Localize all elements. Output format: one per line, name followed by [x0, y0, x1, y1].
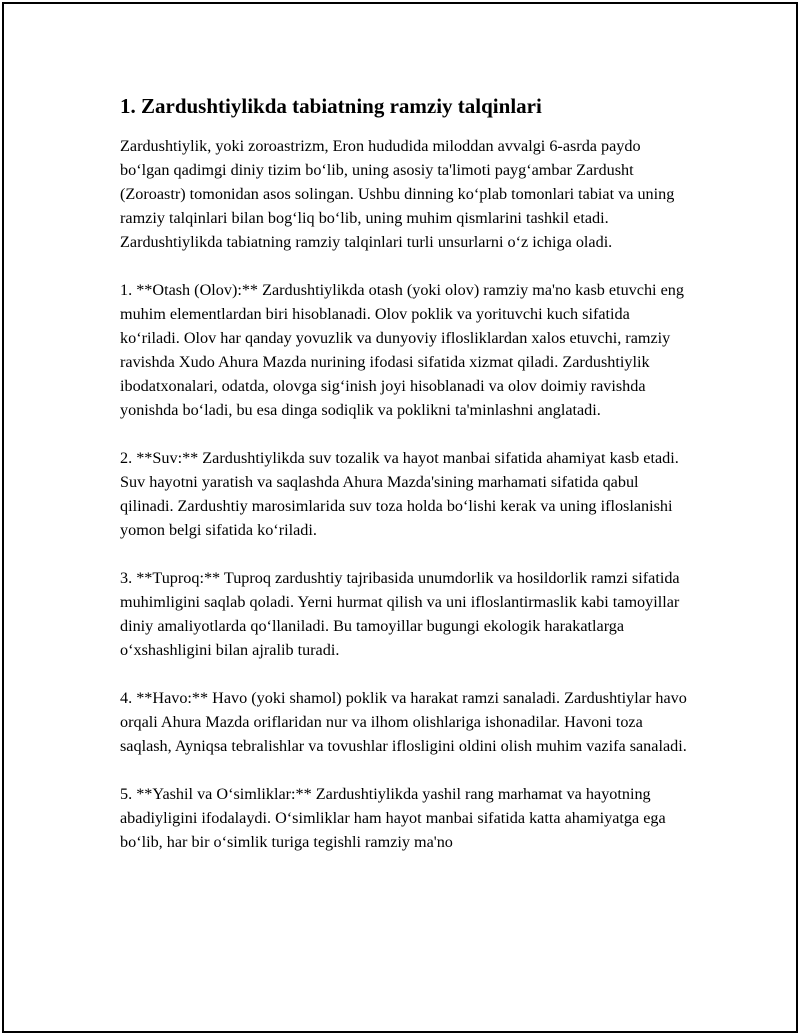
paragraph-suv: 2. **Suv:** Zardushtiylikda suv tozalik va hayot manbai sifatida ahamiyat kasb etadi. Suv hayotni yaratish va saqlashda Ahura Mazda'sining marhamati sifatida qabul qilinadi. Zardushtiy marosimlarida suv toza holda bo‘lishi kerak va uning ifloslanishi yomon belgi sifatida ko‘riladi. [120, 449, 679, 539]
page-title: 1. Zardushtiylikda tabiatning ramziy talqinlari [120, 94, 542, 118]
paragraph-otash: 1. **Otash (Olov):** Zardushtiylikda otash (yoki olov) ramziy ma'no kasb etuvchi eng muhim elementlardan biri hisoblanadi. Olov poklik va yorituvchi kuch sifatida ko‘riladi. Olov har qanday yovuzlik va dunyoviy ifloslikl​ardan xalos etuvchi, ramziy ravishda Xudo Ahura Mazda nurining ifodasi sifatida xizmat qiladi. Zardushtiylik ibodatxonalari, odatda, olovga sig‘inish joyi hisoblanadi va olov doimiy ravishda yonishda bo‘ladi, bu esa dinga sodiqlik va poklikni ta'minlashni anglatadi. [120, 281, 684, 419]
document-body [120, 92, 690, 878]
paragraph-tuproq: 3. **Tuproq:** Tuproq zardushtiy tajribasida unumdorlik va hosildorlik ramzi sifatida muhimligini saqlab qoladi. Yerni hurmat qilish va uni ifloslantirmaslik kabi tamoyillar diniy amaliyotlarda qo‘llaniladi. Bu tamoyillar bugungi ekologik harakatlarga o‘xshashligini bilan ajralib turadi. [120, 569, 680, 659]
paragraph-yashil: 5. **Yashil va O‘simliklar:** Zardushtiylikda yashil rang marhamat va hayotning abadiyligini ifodalaydi. O‘simliklar ham hayot manbai sifatida katta ahamiyatga ega bo‘lib, har bir o‘simlik turiga tegishli ramziy ma'no [120, 785, 666, 851]
page-frame [2, 2, 798, 1033]
paragraph-intro: Zardushtiylik, yoki zoroastrizm, Eron hududida miloddan avvalgi 6-asrda paydo bo‘lgan qadimgi diniy tizim bo‘lib, uning asosiy ta'limoti payg‘ambar Zardusht (Zoroastr) tomonidan asos solingan. Ushbu dinning ko‘plab tomonlari tabiat va uning ramziy talqinlari bilan bog‘liq bo‘lib, uning muhim qismlarini tashkil etadi. Zardushtiylikda tabiatning ramziy talqinlari turli unsurlarni o‘z ichiga oladi. [120, 137, 675, 251]
paragraph-havo: 4. **Havo:** Havo (yoki shamol) poklik va harakat ramzi sanaladi. Zardushtiylar havo orqali Ahura Mazda oriflaridan nur va ilhom olishlariga ishonadilar. Havoni toza saqlash, Ayniqsa tebralishlar va tovushlar ifloslig​ini oldini olish muhim vazifa sanaladi. [120, 689, 687, 755]
